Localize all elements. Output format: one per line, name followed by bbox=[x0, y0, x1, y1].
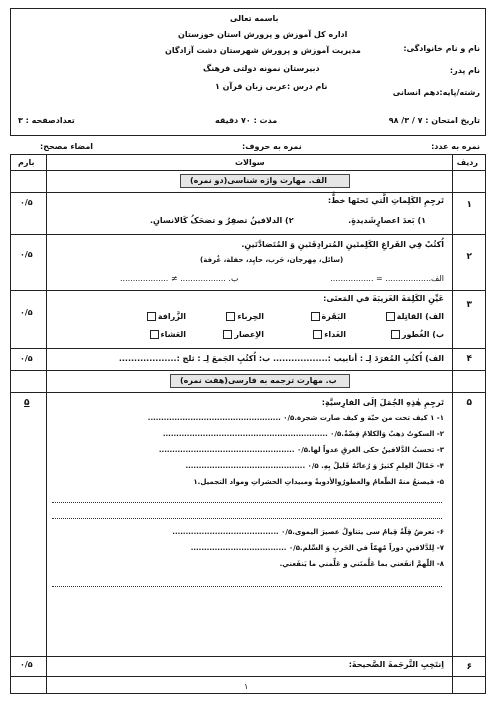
q5-line-5: ۵- فیصنعُ منهُ الطّعامُ والعطورُوالأدویةُ ومبیداتِ الحشراتِ ومواد التجمیل.۱ bbox=[193, 478, 444, 486]
q3-a-option-1[interactable]: الف) القاتِلة bbox=[384, 312, 444, 321]
q2-number: ۲ bbox=[466, 252, 472, 262]
q5-line-3: ۳- تحسبُ الدَّلافینُ حکی الغرقِ عدواً لها.۰/۵ ................................................... bbox=[158, 446, 444, 454]
q3-b-option-2[interactable]: الغَداء bbox=[311, 330, 346, 339]
q3-b-option-4[interactable]: العَشاء bbox=[148, 330, 187, 339]
page-number: ۱ bbox=[244, 682, 249, 691]
q2-answer-a: الف.................. = ................. bbox=[330, 274, 444, 283]
q3-a-option-3[interactable]: الحِرباء bbox=[224, 312, 264, 321]
q5-line-7: ۷- لِلدَّلافینِ دوراً مُهِمّاً في الحَربِ وَ السِّلم.۰/۵ .................................... bbox=[190, 544, 444, 552]
section-b-title: ب. مهارت ترجمه به فارسی(هفت نمره) bbox=[180, 376, 337, 385]
q1-title: تَرجِمِ الکَلِماتِ الَّتي تَحتَها خطٌّ: bbox=[327, 196, 444, 205]
checkbox-icon[interactable] bbox=[150, 330, 159, 339]
course-name: نام درس :عربی زبان قرآن ۱ bbox=[215, 82, 328, 91]
section-a-title: الف. مهارت واژه شناسی(دو نمره) bbox=[190, 176, 327, 185]
q5-line-4: ۴- حَمّالُ العِلمِ کثیرٌ وَ رُعاتُهُ قَلیلٌ بِهِ. ۰/۵ ............................................. bbox=[185, 462, 444, 470]
exam-duration: مدت : ۷۰ دقیقه bbox=[215, 116, 278, 125]
q2-title: اُکتُبْ فِي الفَراغِ الکَلِمتَینِ المُترادِفَتَینِ وَ المُتَضادَّتَینِ. bbox=[241, 240, 444, 249]
basmala: باسمه تعالی bbox=[230, 14, 279, 23]
col-row: ردیف bbox=[456, 158, 478, 167]
page-count: تعدادصفحه : ۳ bbox=[18, 116, 75, 125]
checkbox-icon[interactable] bbox=[391, 330, 400, 339]
q2-answer-b: ب. .................. ≠ ................... bbox=[120, 274, 239, 283]
q3-a-option-2[interactable]: البَقَرة bbox=[309, 312, 346, 321]
corrector-signature: امضاء مصحح: bbox=[40, 142, 94, 151]
org-line-1: اداره کل آموزش و پرورش استان خوزستان bbox=[178, 30, 348, 39]
q6-score: ۰/۵ bbox=[20, 660, 33, 669]
checkbox-icon[interactable] bbox=[313, 330, 322, 339]
checkbox-icon[interactable] bbox=[147, 312, 156, 321]
checkbox-icon[interactable] bbox=[311, 312, 320, 321]
exam-page bbox=[10, 8, 486, 694]
q4-score: ۰/۵ bbox=[20, 354, 33, 363]
q5-answer-line-2[interactable] bbox=[52, 518, 442, 519]
q2-score: ۰/۵ bbox=[20, 250, 33, 259]
student-name-label: نام و نام خانوادگی: bbox=[403, 44, 480, 53]
grade-label: رشته/پایه:دهم انسانی bbox=[392, 88, 480, 97]
q5-title: تَرجِمِ هٰذِهِ الجُمَلَ إلَی الفارِسیَّةِ: bbox=[321, 398, 444, 407]
questions-table bbox=[10, 154, 486, 694]
q3-title: عَیِّنِ الکَلِمَةَ الغَریبَةَ في المَعنَی: bbox=[323, 294, 444, 303]
school-name: دبیرستان نمونه دولتی فرهنگ bbox=[203, 64, 320, 73]
q2-word-list: (سائل، مِهرجان، حَرب، حايِد، حفلة، غُرفة) bbox=[200, 256, 344, 264]
q5-answer-line-3[interactable] bbox=[52, 586, 442, 587]
q1-item-1: ۱) بَعدَ اعصارٍشَدیدةٍ. bbox=[348, 216, 426, 225]
q5-number: ۵ bbox=[466, 398, 472, 408]
col-questions: سوالات bbox=[235, 158, 265, 167]
org-line-2: مدیریت آموزش و پرورش شهرستان دشت آزادگان bbox=[165, 46, 361, 55]
checkbox-icon[interactable] bbox=[386, 312, 395, 321]
q5-score: ۵ bbox=[24, 398, 30, 408]
q3-number: ۳ bbox=[466, 300, 472, 310]
q3-score: ۰/۵ bbox=[20, 308, 33, 317]
q4-text: الف) اُکتُبِ المُفرَدَ لِـ : أنابیب :.................. ب: اُکتُبِ الجَمعَ لِـ : ثلج :................... bbox=[118, 354, 444, 363]
q5-answer-line-1[interactable] bbox=[52, 502, 442, 503]
exam-date: تاریخ امتحان : ۷ / ۳/ ۹۸ bbox=[388, 116, 480, 125]
grade-by-number: نمره به عدد: bbox=[431, 142, 480, 151]
q3-b-option-1[interactable]: ب) الغُطور bbox=[389, 330, 444, 339]
q5-line-2: ۲- السکوتُ ذهبٌ وَالکلامُ فِضّةٌ.۰/۵ .............................................................. bbox=[162, 430, 444, 438]
q1-item-2: ۲) الدلافینُ تصفِرُ و تضحَکُ کَالانسانِ. bbox=[150, 216, 294, 225]
col-score: بارم bbox=[18, 158, 35, 167]
checkbox-icon[interactable] bbox=[226, 312, 235, 321]
q5-line-8: ۸- اللّهمَّ انفَعني بما عَلَّمتَني و عَلِّمني ما یَنفَعني. bbox=[279, 560, 444, 568]
q4-number: ۴ bbox=[466, 354, 472, 364]
q5-line-1: ۱- ۱ کیف تحت من حبّة و کیف صارت شجرة.۰/۵ .................................................. bbox=[147, 414, 444, 422]
father-name-label: نام پدر: bbox=[449, 66, 480, 75]
checkbox-icon[interactable] bbox=[223, 330, 232, 339]
q6-number: ۶ bbox=[466, 662, 472, 672]
q1-number: ۱ bbox=[466, 200, 472, 210]
q6-title: اِنتَخِبِ التَّرجَمةَ الصَّحیحةَ: bbox=[348, 660, 444, 669]
q3-b-option-3[interactable]: الاِعصار bbox=[221, 330, 264, 339]
q5-line-6: ۶- تعرضُ قِلّةٌ قِیامٌ سی یتناولُ عصیرَ الیموی.۰/۵ ........................................ bbox=[172, 528, 444, 536]
q1-score: ۰/۵ bbox=[20, 198, 33, 207]
q3-a-option-4[interactable]: الزَّرافة bbox=[145, 312, 186, 321]
grade-by-letters: نمره به حروف: bbox=[242, 142, 302, 151]
